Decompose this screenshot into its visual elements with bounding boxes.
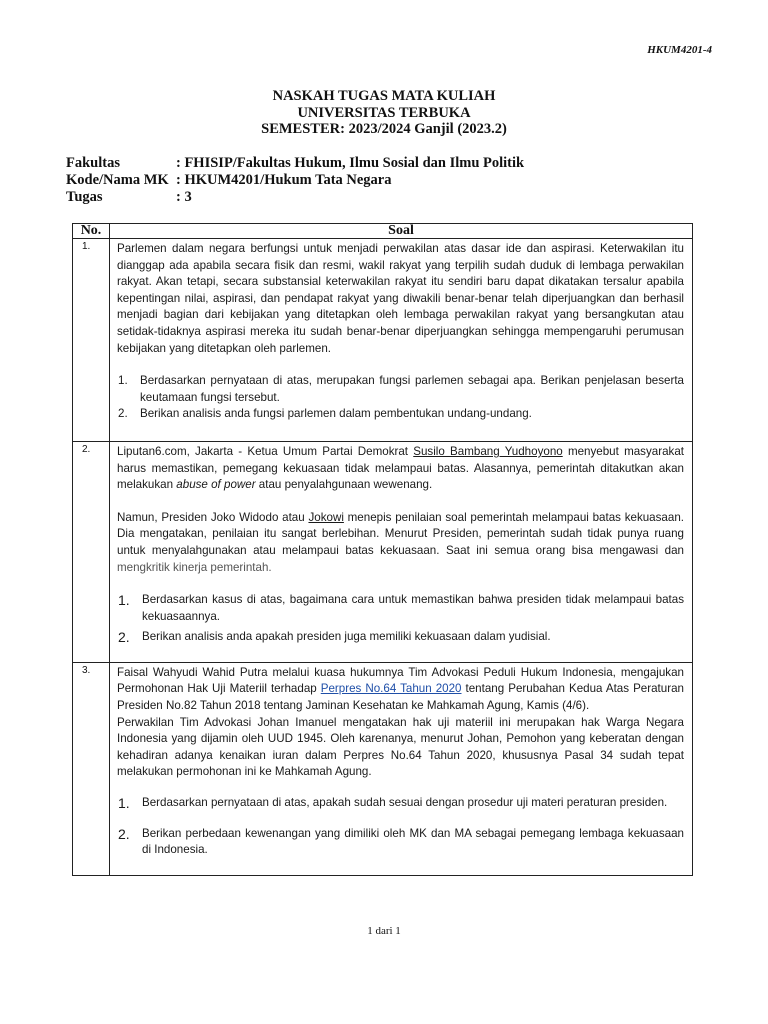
- list-text: Berdasarkan pernyataan di atas, merupakan fungsi parlemen sebagai apa. Berikan penjelasan beserta keutamaan fungsi tersebut.: [140, 374, 684, 404]
- link-susilo[interactable]: Susilo Bambang Yudhoyono: [413, 444, 563, 458]
- link-perpres[interactable]: Perpres No.64 Tahun 2020: [320, 682, 462, 696]
- table-row: [73, 441, 693, 662]
- text-span: Liputan6.com, Jakarta - Ketua Umum Partai Demokrat: [117, 444, 414, 458]
- list-text: Berikan analisis anda apakah presiden juga memiliki kekuasaan dalam yudisial.: [142, 630, 551, 644]
- table-row: [73, 662, 693, 875]
- meta-label: Tugas: [66, 189, 103, 205]
- table-header: [73, 224, 693, 239]
- page-number: 1 dari 1: [367, 925, 401, 937]
- list-item: [117, 629, 684, 646]
- list-item: [117, 406, 684, 423]
- text-span: mengkritik kinerja pemerintah.: [117, 560, 272, 574]
- meta-value: : HKUM4201/Hukum Tata Negara: [176, 172, 392, 188]
- header-no: No.: [73, 224, 110, 239]
- question-table: [72, 223, 693, 876]
- list-item: [117, 826, 684, 859]
- link-jokowi[interactable]: Jokowi: [308, 510, 344, 524]
- course-meta: [66, 155, 524, 206]
- list-item: [117, 592, 684, 625]
- title-line-3: SEMESTER: 2023/2024 Ganjil (2023.2): [261, 121, 507, 137]
- table-row: [73, 239, 693, 442]
- list-number: 2.: [118, 825, 130, 842]
- list-item: [117, 373, 684, 406]
- title-line-2: UNIVERSITAS TERBUKA: [297, 104, 471, 121]
- question-paragraph: [117, 444, 684, 494]
- list-text: Berdasarkan kasus di atas, bagaimana cara untuk memastikan bahwa presiden tidak melampaui batas kekuasaannya.: [142, 593, 684, 623]
- text-span: menyebut masyarakat harus memastikan, pemegang kekuasaan tidak melampaui batas. Alasannya, pemerintah ditakutkan akan melakukan: [117, 444, 685, 492]
- header-soal: Soal: [110, 224, 693, 239]
- meta-value: : FHISIP/Fakultas Hukum, Ilmu Sosial dan Ilmu Politik: [176, 155, 525, 171]
- question-content: [110, 239, 693, 442]
- question-list: [117, 795, 684, 859]
- meta-label: Kode/Nama MK: [66, 172, 169, 188]
- question-content: [110, 662, 693, 875]
- question-number: 3.: [73, 662, 110, 875]
- question-paragraph: Parlemen dalam negara berfungsi untuk menjadi perwakilan atas dasar ide dan aspirasi. Keterwakilan itu dianggap ada apabila secara fisik dan resmi, wakil rakyat yang terpilih sudah duduk di lembaga perwakilan rakyat. Akan tetapi, secara substansial keterwakilan rakyat itu sendiri baru dapat dikatakan tersalur apabila kepentingan nilai, aspirasi, dan pendapat rakyat yang diwakili benar-benar telah diperjuangkan dan berhasil menjadi bagian dari kebijakan yang ditetapkan oleh lembaga perwakilan rakyat yang bersangkutan atau setidak-tidaknya aspirasi mereka itu sudah benar-benar diperjuangkan sehingga mempengaruhi perumusan kebijakan yang ditetapkan oleh parlemen.: [117, 242, 684, 355]
- text-span: menepis penilaian soal pemerintah melampaui batas kekuasaan. Dia mengatakan, penilaian itu sangat berlebihan. Menurut Presiden, pemerintah sudah tidak punya ruang untuk menyalahgunakan atau melampaui batas kekuasaan. Saat ini semua orang bisa mengawasi dan: [117, 510, 684, 557]
- meta-row-fakultas: [66, 155, 524, 172]
- text-span: atau penyalahgunaan wewenang.: [255, 478, 433, 492]
- list-number: 1.: [118, 795, 130, 812]
- list-number: 2.: [118, 629, 130, 646]
- question-paragraph: Perwakilan Tim Advokasi Johan Imanuel mengatakan hak uji materiil ini merupakan hak Warga Negara Indonesia yang dijamin oleh UUD 1945. Oleh karenanya, menurut Johan, Pemohon yang keberatan dengan kehadiran adanya kenaikan iuran dalam Perpres No.64 Tahun 2020, khususnya Pasal 34 sudah tepat melakukan permohonan ini ke Mahkamah Agung.: [117, 715, 684, 779]
- document-titles: [0, 88, 768, 138]
- list-text: Berdasarkan pernyataan di atas, apakah sudah sesuai dengan prosedur uji materi peraturan presiden.: [142, 796, 668, 810]
- question-paragraph: [117, 665, 684, 715]
- question-list: [117, 373, 684, 423]
- title-line-1: NASKAH TUGAS MATA KULIAH: [272, 88, 496, 104]
- meta-row-mk: [66, 172, 524, 189]
- text-span: Namun, Presiden Joko Widodo atau: [117, 510, 309, 524]
- text-emphasis: abuse of power: [176, 478, 256, 492]
- list-number: 1.: [118, 592, 130, 609]
- question-number: 2.: [73, 441, 110, 662]
- list-text: Berikan perbedaan kewenangan yang dimiliki oleh MK dan MA sebagai pemegang lembaga kekuasaan di Indonesia.: [142, 826, 684, 857]
- question-paragraph: [117, 510, 684, 576]
- text-span: Faisal Wahyudi Wahid Putra melalui kuasa hukumnya Tim Advokasi Peduli Hukum Indonesia, mengajukan Permohonan Hak Uji Materiil terhadap: [117, 665, 684, 696]
- list-text: Berikan analisis anda fungsi parlemen dalam pembentukan undang-undang.: [140, 407, 532, 421]
- meta-label: Fakultas: [66, 155, 120, 171]
- list-number: 2.: [118, 407, 128, 421]
- meta-row-tugas: [66, 189, 524, 206]
- list-item: [117, 795, 684, 812]
- meta-value: : 3: [176, 189, 192, 205]
- list-number: 1.: [118, 374, 128, 388]
- question-list: [117, 592, 684, 646]
- text-span: tentang Perubahan Kedua Atas Peraturan Presiden No.82 Tahun 2018 tentang Jaminan Kesehatan ke Mahkamah Agung, Kamis (4/6).: [117, 682, 684, 713]
- question-content: [110, 441, 693, 662]
- question-number: 1.: [73, 239, 110, 442]
- document-code: HKUM4201-4: [647, 44, 712, 56]
